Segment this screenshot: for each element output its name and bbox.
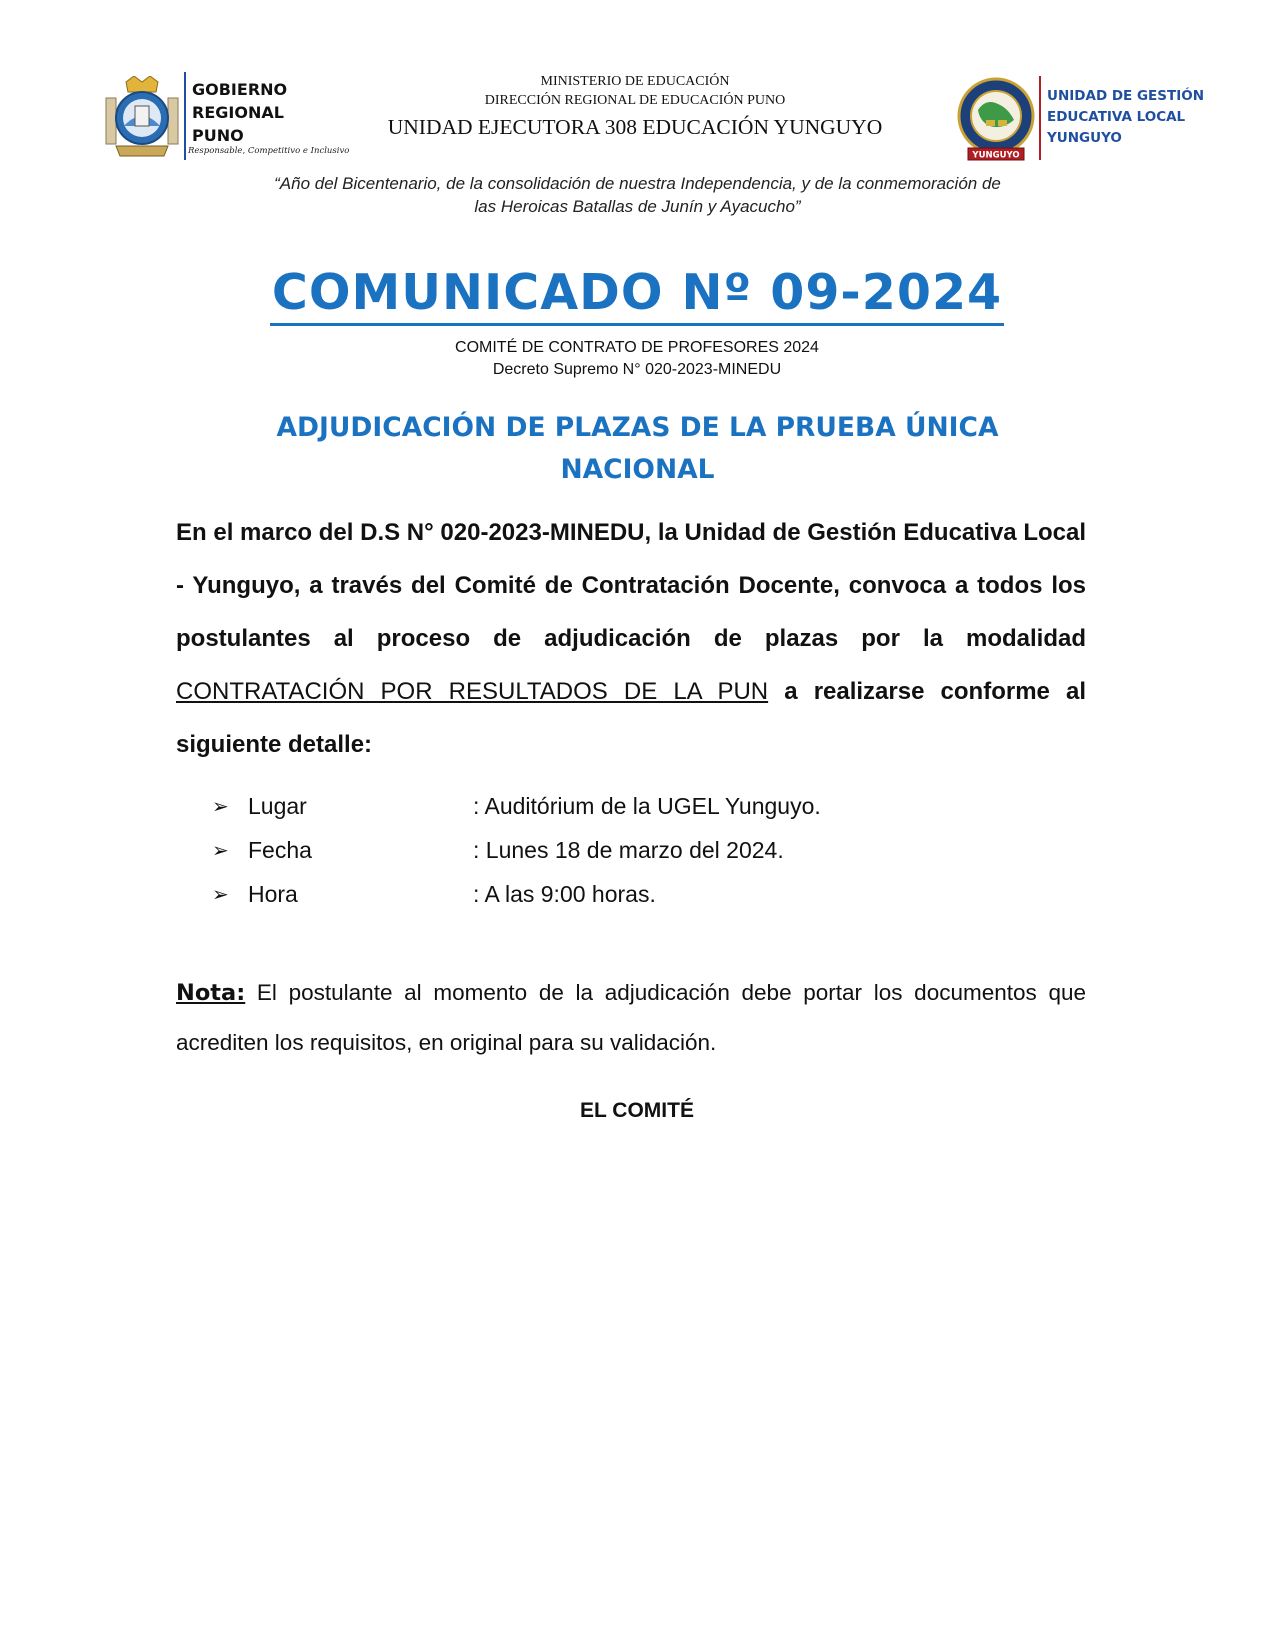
body-text-part-1: En el marco del D.S N° 020-2023-MINEDU, la Unidad de Gestión Educativa Local - Yunguyo, a través del Comité de Contratación Docente, convoca a todos los postulantes al proceso de adjudicación de plazas por la modalidad — [176, 519, 1086, 652]
ugel-line-3: YUNGUYO — [1047, 130, 1122, 146]
detail-label: Fecha — [248, 836, 312, 863]
detail-value: : A las 9:00 horas. — [473, 880, 656, 907]
gov-line-3: PUNO — [192, 126, 244, 145]
document-title: COMUNICADO Nº 09-2024 — [270, 264, 1004, 326]
arrow-bullet-icon: ➢ — [212, 883, 229, 906]
ugel-line-2: EDUCATIVA LOCAL — [1047, 109, 1186, 125]
document-title-wrap — [137, 264, 1137, 322]
detail-row-time — [212, 872, 1012, 916]
subtitle-line-1: ADJUDICACIÓN DE PLAZAS DE LA PRUEBA ÚNICA — [276, 412, 999, 443]
detail-label: Lugar — [248, 792, 307, 819]
header-center — [330, 72, 940, 142]
detail-value: : Lunes 18 de marzo del 2024. — [473, 836, 784, 863]
announcement-subtitle — [180, 407, 1095, 491]
subtitle-line-2: NACIONAL — [560, 454, 715, 485]
detail-label: Hora — [248, 880, 298, 907]
gov-line-2: REGIONAL — [192, 103, 284, 122]
arrow-bullet-icon: ➢ — [212, 839, 229, 862]
arrow-bullet-icon: ➢ — [212, 795, 229, 818]
ugel-divider — [1039, 76, 1041, 160]
gov-divider — [184, 72, 186, 160]
ugel-yunguyo-seal-icon — [956, 76, 1036, 162]
note-paragraph — [176, 968, 1086, 1068]
detail-row-place — [212, 784, 1012, 828]
slogan-line-1: “Año del Bicentenario, de la consolidación de nuestra Independencia, y de la conmemoración de — [274, 174, 1001, 193]
signature: EL COMITÉ — [580, 1099, 694, 1122]
committee-block — [137, 337, 1137, 381]
decree-reference: Decreto Supremo N° 020-2023-MINEDU — [492, 361, 782, 378]
gov-regional-name — [192, 78, 287, 147]
ministry-name: MINISTERIO DE EDUCACIÓN — [540, 74, 730, 89]
committee-name: COMITÉ DE CONTRATO DE PROFESORES 2024 — [455, 339, 819, 356]
regional-direction: DIRECCIÓN REGIONAL DE EDUCACIÓN PUNO — [484, 93, 786, 108]
year-slogan — [170, 172, 1105, 218]
detail-value: : Auditórium de la UGEL Yunguyo. — [473, 792, 821, 819]
body-modality: CONTRATACIÓN POR RESULTADOS DE LA PUN — [176, 678, 769, 705]
body-text-part-2: a realizarse conforme al siguiente detalle: — [176, 678, 1087, 758]
body-paragraph — [176, 506, 1086, 771]
ugel-line-1: UNIDAD DE GESTIÓN — [1047, 88, 1205, 104]
gobierno-regional-puno-logo-icon — [104, 76, 180, 160]
gov-line-1: GOBIERNO — [192, 80, 288, 99]
note-text: El postulante al momento de la adjudicación debe portar los documentos que acrediten los requisitos, en original para su validación. — [176, 980, 1086, 1055]
note-label: Nota: — [176, 980, 246, 1006]
slogan-line-2: las Heroicas Batallas de Junín y Ayacucho” — [474, 197, 801, 216]
detail-row-date — [212, 828, 1012, 872]
executing-unit: UNIDAD EJECUTORA 308 EDUCACIÓN YUNGUYO — [387, 115, 883, 139]
gov-motto: Responsable, Competitivo e Inclusivo — [188, 146, 350, 156]
seal-banner-text: YUNGUYO — [972, 150, 1020, 161]
details-list — [212, 784, 1012, 916]
ugel-name — [1047, 86, 1204, 149]
